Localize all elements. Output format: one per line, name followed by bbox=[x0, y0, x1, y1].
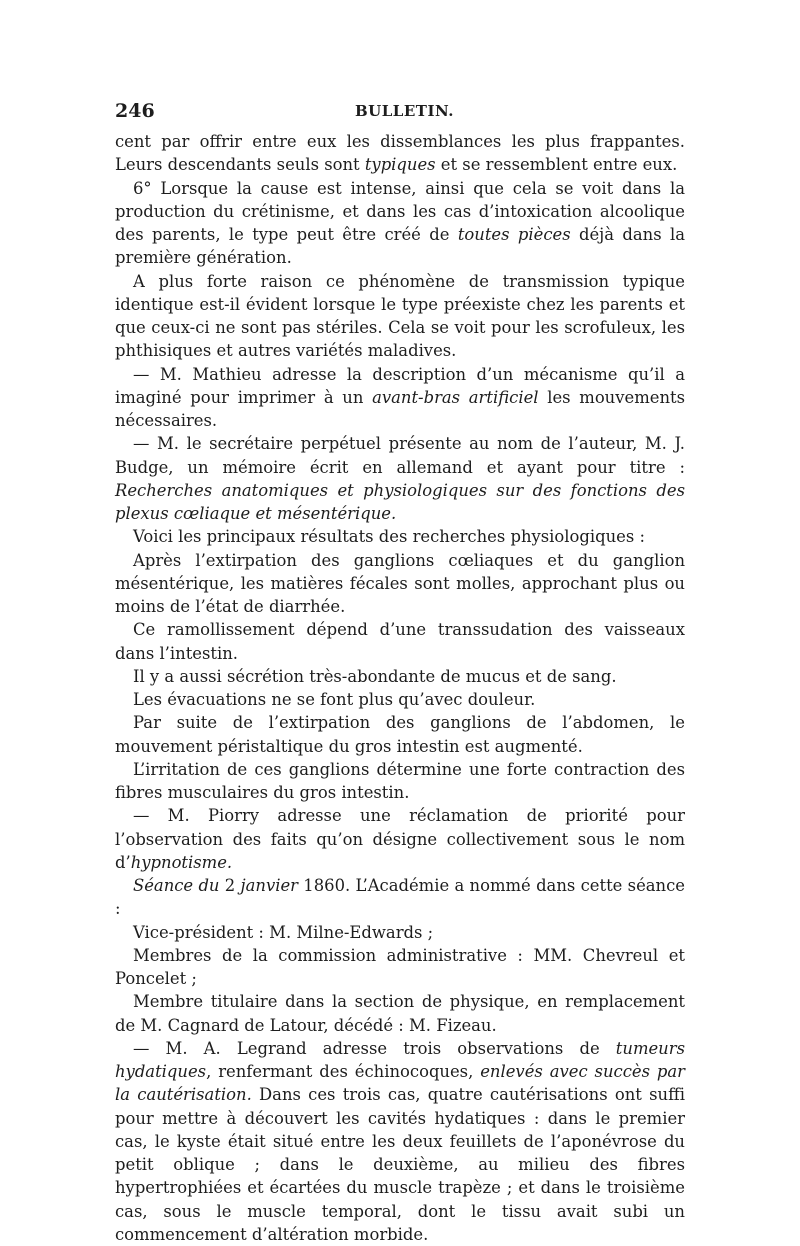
paragraph: 6° Lorsque la cause est intense, ainsi que cela se voit dans la production du crétinisme, et dans les cas d’intoxication alcoolique des parents, le type peut être créé de toutes pièces déjà dans la première génération. bbox=[115, 178, 685, 268]
body-text bbox=[115, 130, 685, 1246]
paragraph: Par suite de l’extirpation des ganglions de l’abdomen, le mouvement péristaltique du gros intestin est augmenté. bbox=[115, 713, 685, 756]
paragraph: L’irritation de ces ganglions détermine une forte contraction des fibres musculaires du gros intestin. bbox=[115, 759, 685, 802]
paragraph: Vice-président : M. Milne-Edwards ; bbox=[133, 922, 434, 942]
paragraph: Il y a aussi sécrétion très-abondante de mucus et de sang. bbox=[133, 666, 617, 686]
paragraph: — M. le secrétaire perpétuel présente au nom de l’auteur, M. J. Budge, un mémoire écrit en allemand et ayant pour titre : Recherches anatomiques et physiologiques sur des fonctions des plexus cœliaque et mésentérique. bbox=[115, 434, 685, 523]
paragraph: cent par offrir entre eux les dissemblances les plus frappantes. Leurs descendants seuls sont typiques et se ressemblent entre eux. bbox=[115, 132, 685, 175]
paragraph: Les évacuations ne se font plus qu’avec douleur. bbox=[133, 690, 536, 709]
paragraph: — M. Piorry adresse une réclamation de priorité pour l’observation des faits qu’on désigne collectivement sous le nom d’hypnotisme. bbox=[115, 806, 685, 872]
paragraph: Séance du 2 janvier 1860. L’Académie a nommé dans cette séance : bbox=[115, 876, 685, 919]
running-title: BULLETIN. bbox=[355, 102, 454, 120]
paragraph: Après l’extirpation des ganglions cœliaques et du ganglion mésentérique, les matières fécales sont molles, approchant plus ou moins de l’état de diarrhée. bbox=[115, 550, 685, 616]
paragraph: A plus forte raison ce phénomène de transmission typique identique est-il évident lorsque le type préexiste chez les parents et que ceux-ci ne sont pas stériles. Cela se voit pour les scrofuleux, les phthisiques et autres variétés maladives. bbox=[115, 271, 685, 361]
page-header bbox=[115, 100, 685, 124]
paragraph: Voici les principaux résultats des recherches physiologiques : bbox=[133, 527, 646, 547]
paragraph: Membres de la commission administrative : MM. Chevreul et Poncelet ; bbox=[115, 945, 685, 988]
paragraph: Ce ramollissement dépend d’une transsudation des vaisseaux dans l’intestin. bbox=[115, 620, 685, 663]
paragraph: — M. A. Legrand adresse trois observations de tumeurs hydatiques, renfermant des échinocoques, enlevés avec succès par la cautérisation. Dans ces trois cas, quatre cautérisations ont suffi pour mettre à découvert les cavités hydatiques : dans le premier cas, le kyste était situé entre les deux feuillets de l’aponévrose du petit oblique ; dans le deuxième, au milieu des fibres hypertrophiées et écartées du muscle trapèze ; et dans le troisième cas, sous le muscle temporal, dont le tissu avait subi un commencement d’altération morbide. bbox=[115, 1038, 685, 1244]
paragraph: Membre titulaire dans la section de physique, en remplacement de M. Cagnard de Latour, décédé : M. Fizeau. bbox=[115, 992, 685, 1035]
paragraph: — M. Mathieu adresse la description d’un mécanisme qu’il a imaginé pour imprimer à un avant-bras artificiel les mouvements nécessaires. bbox=[115, 364, 685, 430]
page-number: 246 bbox=[115, 100, 155, 122]
